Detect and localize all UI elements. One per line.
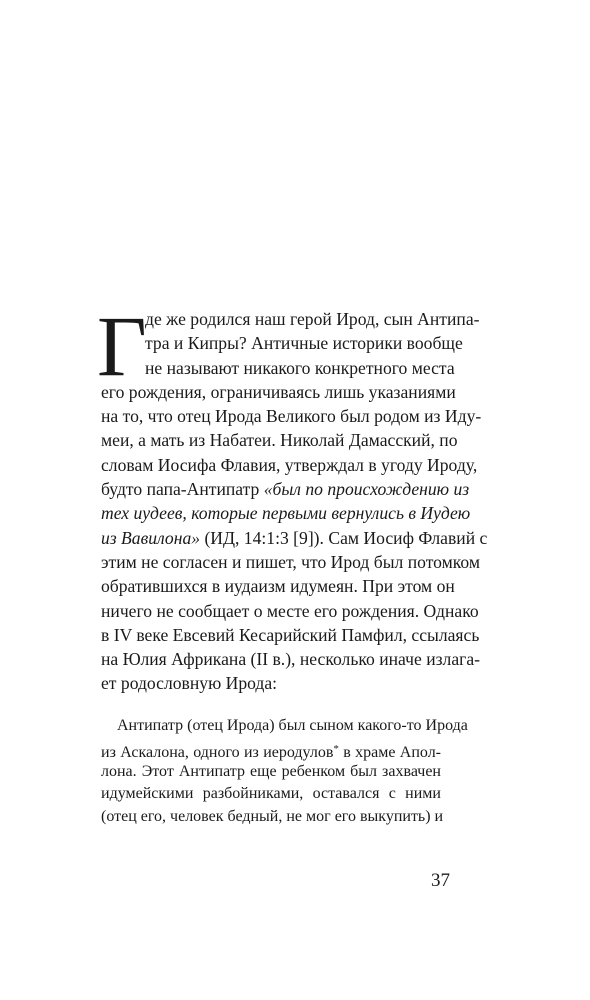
text-line xyxy=(101,501,471,525)
quote-line: Антипатр (отец Ирода) был сыном какого-то Ирода xyxy=(117,717,468,734)
text-line: в IV веке Евсевий Кесарийский Памфил, ссылаясь xyxy=(101,624,480,645)
text-line: меи, а мать из Набатеи. Николай Дамасский, по xyxy=(101,430,458,451)
text-line: на Юлия Африкана (II в.), несколько иначе излага- xyxy=(101,649,481,670)
footnote-marker: * xyxy=(333,742,339,755)
text-line xyxy=(101,477,470,501)
text-line: словам Иосифа Флавия, утверждал в угоду Ироду, xyxy=(101,454,478,475)
text-fragment: (ИД, 14:1:3 [9]). Сам Иосиф Флавий с xyxy=(200,527,488,548)
text-line: этим не согласен и пишет, что Ирод был потомком xyxy=(101,551,481,572)
quote-line xyxy=(101,738,441,761)
page-number: 37 xyxy=(431,870,450,891)
main-paragraph xyxy=(97,298,488,696)
text-line: ничего не сообщает о месте его рождения. Однако xyxy=(101,600,479,621)
quoted-text: «был по происхождению из xyxy=(263,479,470,500)
quoted-text: тех иудеев, которые первыми вернулись в Иудею xyxy=(101,503,471,524)
drop-cap: Г xyxy=(97,298,147,394)
text-fragment: в храме Апол- xyxy=(338,743,442,761)
text-line: тра и Кипры? Античные историки вообще xyxy=(145,333,463,354)
text-line: на то, что отец Ирода Великого был родом из Иду- xyxy=(101,406,482,427)
block-quote xyxy=(101,715,468,829)
text-fragment: из Аскалона, одного из иеродулов xyxy=(101,743,334,761)
quote-line: идумейскими разбойниками, оставался с ними xyxy=(101,785,441,803)
quote-line: лона. Этот Антипатр еще ребенком был захвачен xyxy=(101,762,441,780)
text-line: де же родился наш герой Ирод, сын Антипа- xyxy=(145,309,480,329)
text-line: обратившихся в иудаизм идумеян. При этом он xyxy=(101,576,455,597)
text-line: не называют никакого конкретного места xyxy=(145,357,455,378)
quoted-text: из Вавилона» xyxy=(101,527,201,548)
text-line: ет родословную Ирода: xyxy=(101,673,278,694)
quote-line: (отец его, человек бедный, не мог его выкупить) и xyxy=(101,808,444,826)
text-line: его рождения, ограничиваясь лишь указаниями xyxy=(101,381,456,402)
text-fragment: будто папа-Антипатр xyxy=(101,479,264,500)
text-line xyxy=(101,526,488,550)
